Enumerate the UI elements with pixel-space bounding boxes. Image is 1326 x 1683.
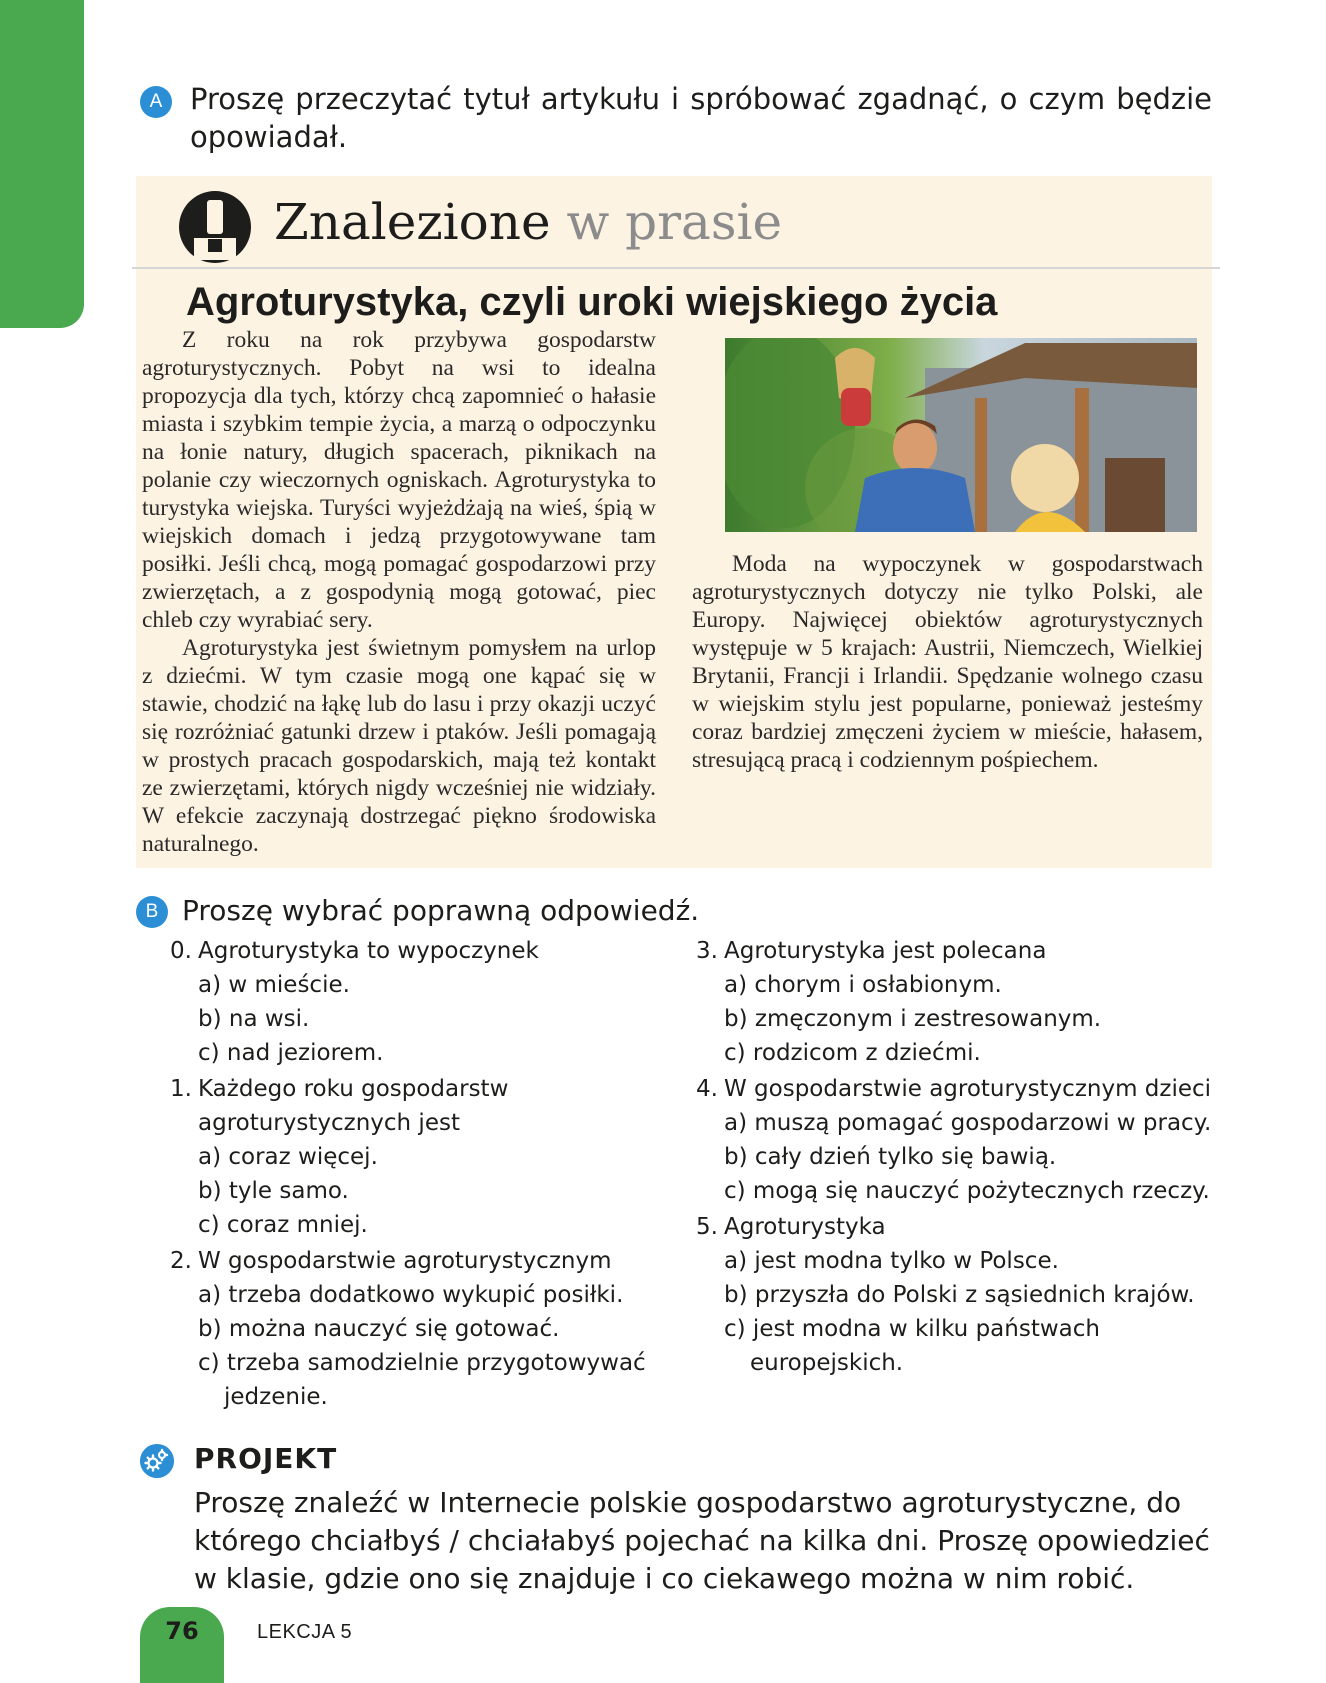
question-text: W gospodarstwie agroturystycznym — [198, 1248, 612, 1274]
answer-option[interactable]: b) tyle samo. — [198, 1178, 349, 1204]
answer-option[interactable]: a) trzeba dodatkowo wykupić posiłki. — [198, 1282, 624, 1308]
question-text: Agroturystyka — [724, 1214, 886, 1240]
question-text: Agroturystyka to wypoczynek — [198, 938, 539, 964]
task-b-badge: B — [136, 896, 168, 928]
question-text: Agroturystyka jest polecana — [724, 938, 1047, 964]
article-right-column — [692, 550, 1203, 774]
quiz-question — [170, 934, 670, 1070]
quiz-question — [170, 1072, 670, 1242]
article-paragraph: Z roku na rok przybywa gospodarstw agroturystycznych. Pobyt na wsi to idealna propozycja dla tych, którzy chcą zapomnieć o hałasie miasta i szybkim tempie życia, a marzą o odpoczynku na łonie natury, długich spacerach, piknikach na polanie czy wieczornych ogniskach. Agroturystyka to turystyka wiejska. Turyści wyjeżdżają na wieś, śpią w wiejskich domach i jedzą przygotowywane tam posiłki. Jeśli chcą, mogą pomagać gospodarzowi przy zwierzętach, a z gospodynią mogą gotować, piec chleb czy wyrabiać sery. — [142, 327, 656, 633]
task-b-instruction: Proszę wybrać poprawną odpowiedź. — [182, 894, 700, 927]
family-photo — [725, 338, 1197, 532]
header-divider — [132, 267, 1220, 269]
project-description: Proszę znaleźć w Internecie polskie gospodarstwo agroturystyczne, do którego chciałbyś / chciałabyś pojechać na kilka dni. Proszę opowiedzieć w klasie, gdzie ono się znajduje i co ciekawego można w nim robić. — [194, 1486, 1210, 1595]
page-number: 76 — [165, 1617, 199, 1645]
article-headline: Agroturystyka, czyli uroki wiejskiego życia — [186, 280, 998, 324]
answer-option[interactable]: b) zmęczonym i zestresowanym. — [724, 1006, 1102, 1032]
answer-option[interactable]: b) na wsi. — [198, 1006, 310, 1032]
lesson-label: LEKCJA 5 — [257, 1621, 353, 1643]
question-number: 1. — [170, 1076, 192, 1102]
answer-option[interactable]: c) trzeba samodzielnie przygotowywać — [198, 1350, 646, 1376]
answer-option[interactable]: b) można nauczyć się gotować. — [198, 1316, 560, 1342]
answer-option[interactable]: europejskich. — [750, 1350, 904, 1376]
project-title: PROJEKT — [194, 1442, 338, 1475]
answer-option[interactable]: b) przyszła do Polski z sąsiednich krajów. — [724, 1282, 1195, 1308]
press-article — [136, 176, 1212, 868]
task-a-instruction: Proszę przeczytać tytuł artykułu i spróbować zgadnąć, o czym będzie opowiadał. — [190, 82, 1212, 154]
section-title — [274, 188, 782, 256]
answer-option[interactable]: c) rodzicom z dziećmi. — [724, 1040, 981, 1066]
quiz-column-left — [170, 934, 670, 1416]
question-spacer — [696, 1380, 1236, 1382]
answer-option[interactable]: c) nad jeziorem. — [198, 1040, 384, 1066]
article-paragraph: Agroturystyka jest świetnym pomysłem na urlop z dziećmi. W tym czasie mogą one kąpać się w stawie, chodzić na łąkę lub do lasu i przy okazji uczyć się rozróżniać gatunki drzew i ptaków. Jeśli pomagają w prostych pracach gospodarskich, mają też kontakt ze zwierzętami, których nigdy wcześniej nie widziały. W efekcie zaczynają dostrzegać piękno środowiska naturalnego. — [142, 635, 656, 857]
exclamation-logo-icon — [178, 190, 252, 264]
answer-option[interactable]: c) mogą się nauczyć pożytecznych rzeczy. — [724, 1178, 1210, 1204]
question-text: agroturystycznych jest — [198, 1110, 460, 1136]
answer-option[interactable]: a) jest modna tylko w Polsce. — [724, 1248, 1059, 1274]
answer-option[interactable]: b) cały dzień tylko się bawią. — [724, 1144, 1057, 1170]
answer-option[interactable]: c) coraz mniej. — [198, 1212, 368, 1238]
article-left-column — [142, 326, 656, 858]
answer-option[interactable]: a) chorym i osłabionym. — [724, 972, 1002, 998]
question-text: Każdego roku gospodarstw — [198, 1076, 509, 1102]
question-number: 4. — [696, 1076, 718, 1102]
task-a-badge: A — [140, 86, 172, 118]
answer-option[interactable]: c) jest modna w kilku państwach — [724, 1316, 1100, 1342]
question-number: 2. — [170, 1248, 192, 1274]
answer-option[interactable]: a) w mieście. — [198, 972, 350, 998]
question-number: 3. — [696, 938, 718, 964]
question-number: 0. — [170, 938, 192, 964]
answer-option[interactable]: a) muszą pomagać gospodarzowi w pracy. — [724, 1110, 1212, 1136]
question-text: W gospodarstwie agroturystycznym dzieci — [724, 1076, 1212, 1102]
green-side-tab — [0, 0, 84, 328]
section-title-sub: w prasie — [550, 193, 783, 251]
page-number-tab — [140, 1607, 224, 1683]
quiz-question — [696, 934, 1236, 1070]
answer-option[interactable]: a) coraz więcej. — [198, 1144, 378, 1170]
gears-icon — [140, 1444, 174, 1478]
article-paragraph: Moda na wypoczynek w gospodarstwach agroturystycznych dotyczy nie tylko Polski, ale Europy. Najwięcej obiektów agroturystycznych występuje w 5 krajach: Austrii, Niemczech, Wielkiej Brytanii, Francji i Irlandii. Spędzanie wolnego czasu w wiejskim stylu jest popularne, ponieważ jesteśmy coraz bardziej zmęczeni życiem w mieście, hałasem, stresującą pracą i codziennym pośpiechem. — [692, 551, 1203, 773]
quiz-question — [170, 1244, 670, 1414]
quiz-column-right — [696, 934, 1236, 1382]
quiz-question — [696, 1210, 1236, 1380]
answer-option[interactable]: jedzenie. — [224, 1384, 328, 1410]
press-section-header — [136, 176, 1212, 268]
question-number: 5. — [696, 1214, 718, 1240]
section-title-main: Znalezione — [274, 193, 551, 251]
question-spacer — [170, 1414, 670, 1416]
quiz-question — [696, 1072, 1236, 1208]
